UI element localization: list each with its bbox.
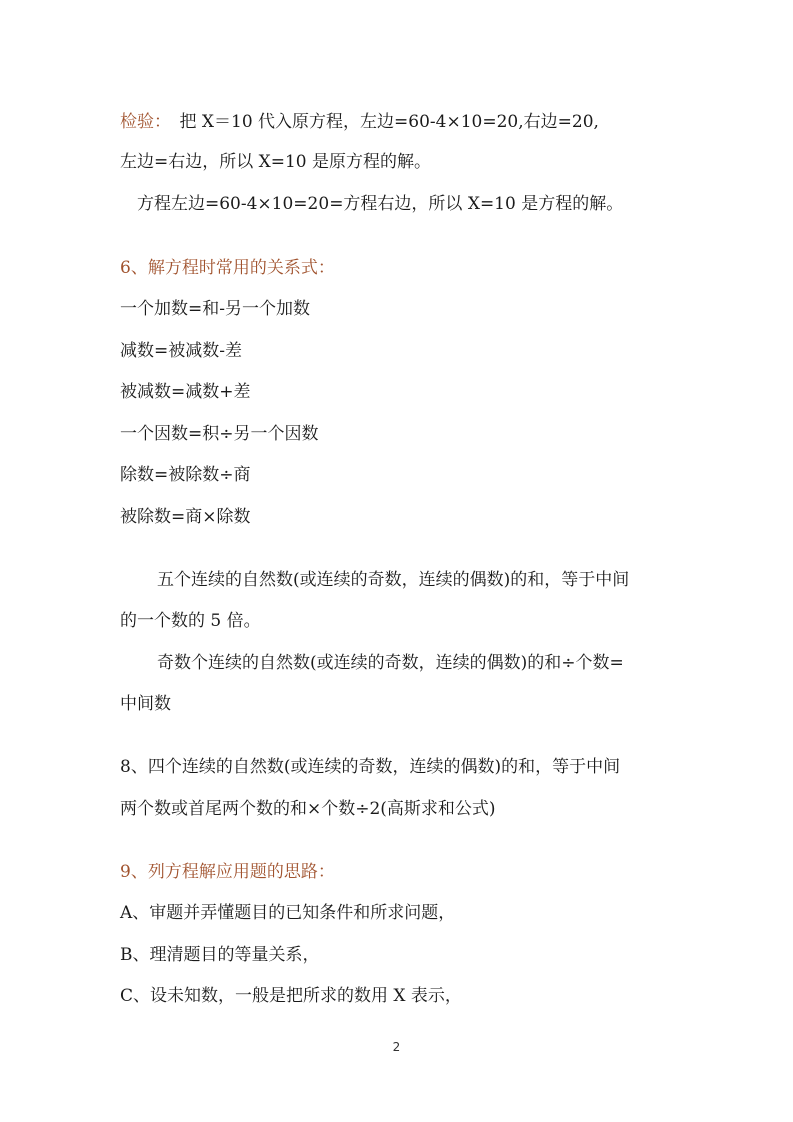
check-label: 检验： xyxy=(120,112,163,132)
step-item: A、审题并弄懂题目的已知条件和所求问题， xyxy=(120,903,456,923)
five-consecutive-line-2: 的一个数的 5 倍。 xyxy=(120,611,261,631)
check-line-3: 方程左边=60-4×10=20=方程右边，所以 X=10 是方程的解。 xyxy=(137,194,624,214)
step-item: C、设未知数，一般是把所求的数用 X 表示， xyxy=(120,986,462,1006)
check-line-1 xyxy=(120,111,599,133)
five-consecutive-line-1: 五个连续的自然数(或连续的奇数，连续的偶数)的和，等于中间 xyxy=(157,570,630,590)
relation-item: 被减数=减数+差 xyxy=(120,382,251,402)
check-line-1-text: 把 X＝10 代入原方程，左边=60-4×10=20,右边=20, xyxy=(162,112,599,132)
section-9-heading: 9、列方程解应用题的思路： xyxy=(120,862,335,882)
relation-item: 除数=被除数÷商 xyxy=(120,465,251,485)
section-6-heading: 6、解方程时常用的关系式： xyxy=(120,258,335,278)
section-8-line-1: 8、四个连续的自然数(或连续的奇数，连续的偶数)的和，等于中间 xyxy=(120,757,621,777)
step-item: B、理清题目的等量关系， xyxy=(120,945,320,965)
odd-consecutive-line-2: 中间数 xyxy=(120,694,171,714)
relation-item: 一个因数=积÷另一个因数 xyxy=(120,424,319,444)
odd-consecutive-line-1: 奇数个连续的自然数(或连续的奇数，连续的偶数)的和÷个数= xyxy=(157,653,624,673)
section-8-line-2: 两个数或首尾两个数的和×个数÷2(高斯求和公式) xyxy=(120,799,496,819)
relation-item: 被除数=商×除数 xyxy=(120,507,251,527)
relation-item: 一个加数=和-另一个加数 xyxy=(120,299,310,319)
check-line-2: 左边=右边，所以 X=10 是原方程的解。 xyxy=(120,152,432,172)
page-number: 2 xyxy=(392,1040,401,1054)
relation-item: 减数=被减数-差 xyxy=(120,341,242,361)
